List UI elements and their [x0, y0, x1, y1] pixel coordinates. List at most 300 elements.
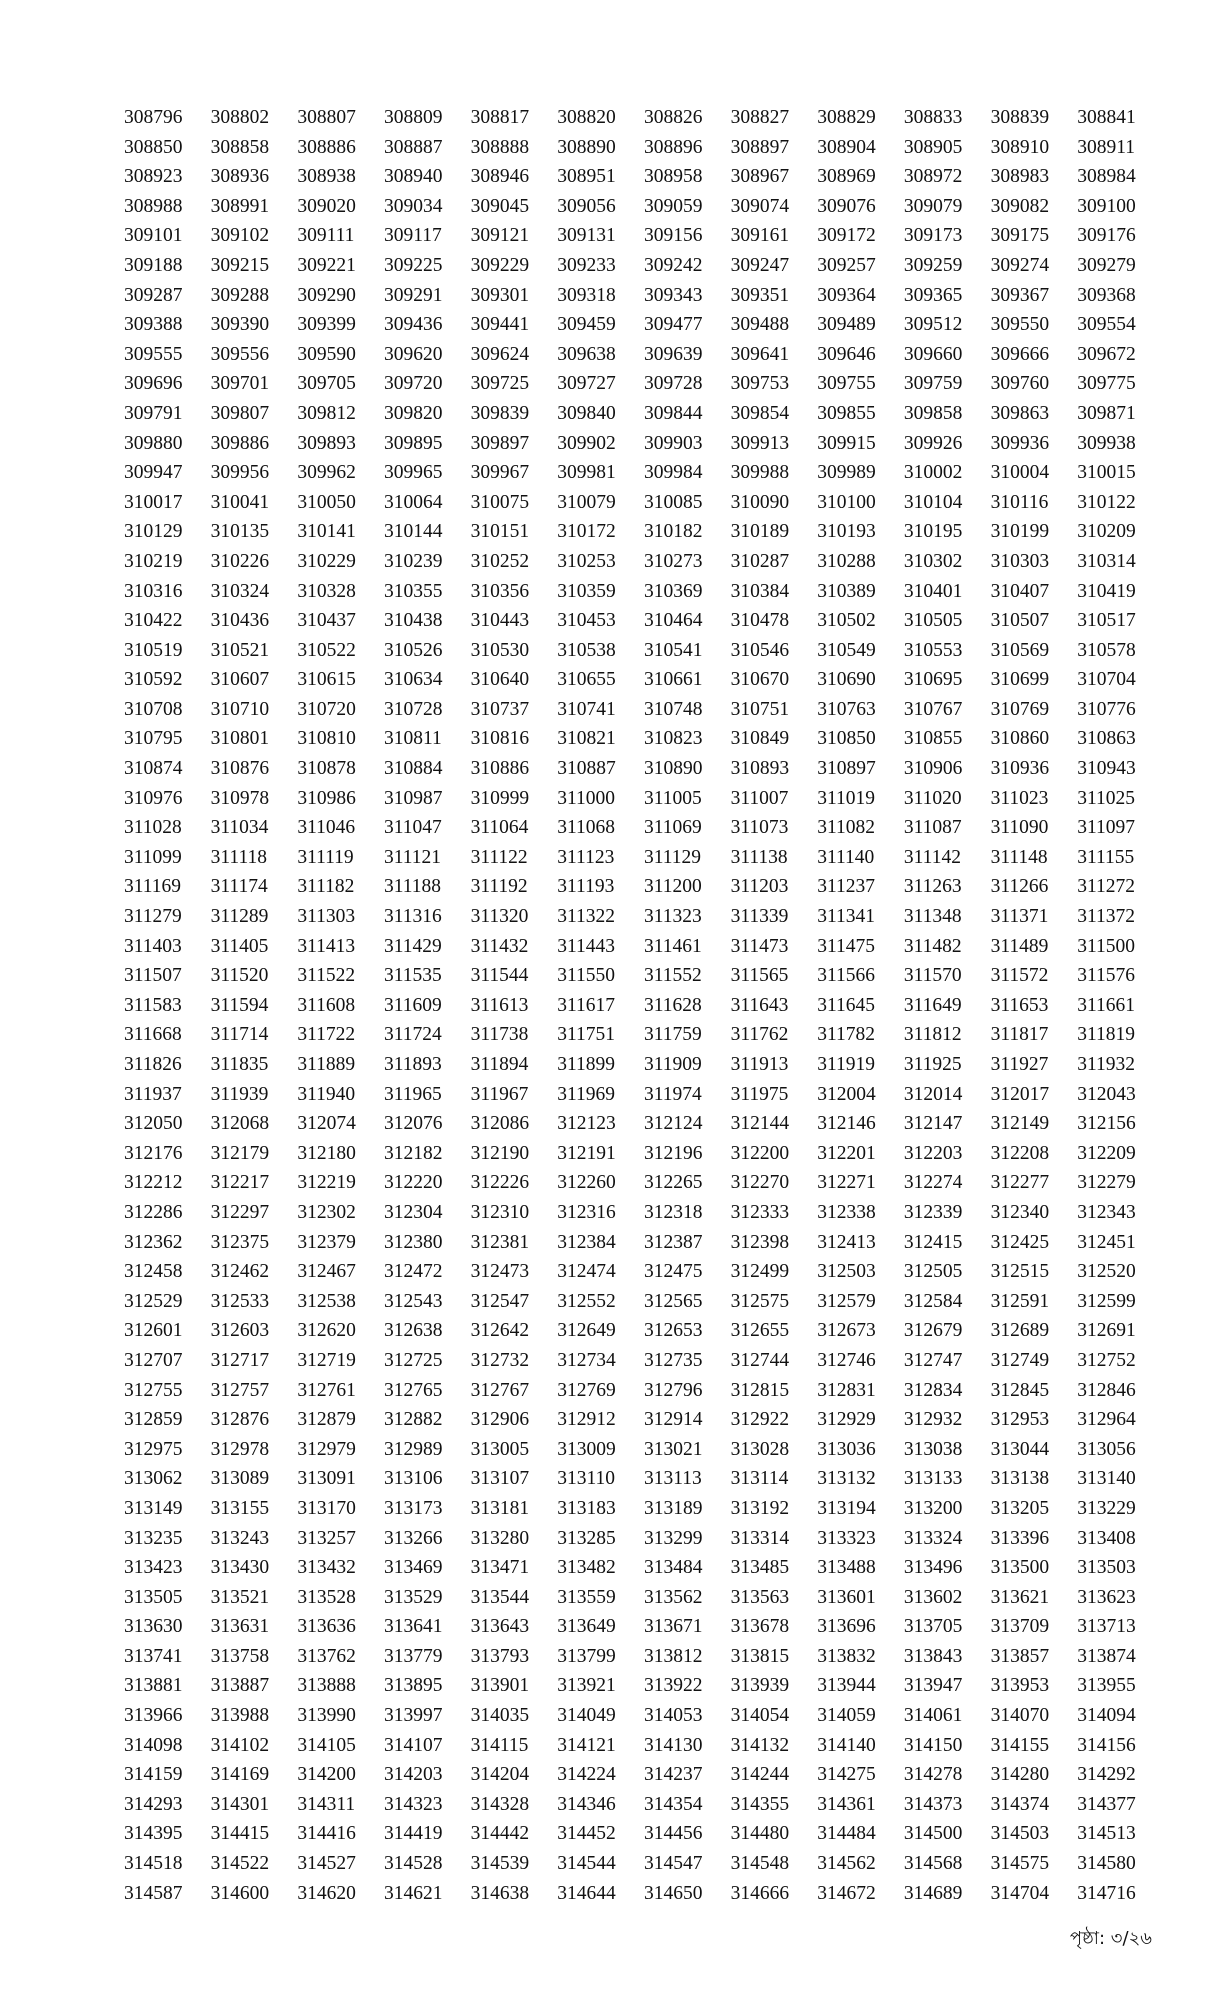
roll-number-cell: 310811: [383, 728, 442, 750]
roll-number-cell: 313200: [903, 1497, 963, 1519]
table-row: [124, 1701, 1164, 1731]
roll-number-cell: 312601: [124, 1320, 183, 1342]
roll-number-cell: 311653: [990, 994, 1049, 1016]
roll-number-cell: 313471: [470, 1557, 530, 1579]
roll-number-cell: 310303: [990, 550, 1050, 572]
table-row: [124, 1819, 1164, 1849]
table-row: [124, 1553, 1164, 1583]
roll-number-cell: 310453: [557, 610, 616, 632]
roll-number-cell: 310769: [990, 698, 1050, 720]
roll-number-cell: 311429: [383, 935, 442, 957]
roll-number-cell: 311138: [730, 846, 788, 868]
roll-number-cell: 312147: [903, 1113, 963, 1135]
roll-number-cell: 313408: [1077, 1527, 1136, 1549]
roll-number-cell: 310670: [730, 669, 790, 691]
roll-number-cell: 312338: [817, 1201, 876, 1223]
roll-number-cell: 309388: [124, 314, 183, 336]
roll-number-cell: 312451: [1077, 1231, 1136, 1253]
roll-number-cell: 309753: [730, 373, 790, 395]
roll-number-cell: 312732: [470, 1349, 530, 1371]
roll-number-cell: 310517: [1077, 610, 1136, 632]
roll-number-cell: 309390: [210, 314, 270, 336]
table-row: [124, 221, 1164, 251]
roll-number-cell: 312149: [990, 1113, 1050, 1135]
roll-number-cell: 313799: [557, 1645, 616, 1667]
roll-number-cell: 314301: [210, 1793, 270, 1815]
roll-number-cell: 309638: [557, 343, 616, 365]
roll-number-cell: 314311: [297, 1793, 356, 1815]
roll-number-cell: 313713: [1077, 1616, 1136, 1638]
roll-number-cell: 313623: [1077, 1586, 1136, 1608]
roll-number-cell: 313005: [470, 1438, 530, 1460]
roll-number-cell: 309477: [643, 314, 703, 336]
roll-number-cell: 310182: [643, 521, 703, 543]
roll-number-cell: 311552: [643, 965, 702, 987]
roll-number-cell: 309886: [210, 432, 270, 454]
roll-number-cell: 310502: [817, 610, 876, 632]
roll-number-cell: 310302: [903, 550, 963, 572]
roll-number-cell: 313091: [297, 1468, 356, 1490]
roll-number-cell: 311608: [297, 994, 356, 1016]
table-row: [124, 1583, 1164, 1613]
roll-number-cell: 312146: [817, 1113, 876, 1135]
roll-number-cell: 312642: [470, 1320, 530, 1342]
roll-number-cell: 309301: [470, 284, 530, 306]
roll-number-cell: 313299: [643, 1527, 703, 1549]
roll-number-cell: 313243: [210, 1527, 270, 1549]
roll-number-cell: 311967: [470, 1083, 529, 1105]
roll-number-cell: 314049: [557, 1705, 616, 1727]
page-number: পৃষ্ঠা: ৩/২৬: [1069, 1928, 1152, 1949]
roll-number-cell: 310356: [470, 580, 530, 602]
roll-number-cell: 312375: [210, 1231, 270, 1253]
roll-number-cell: 313843: [903, 1645, 963, 1667]
roll-number-cell: 311123: [557, 846, 615, 868]
roll-number-cell: 313036: [817, 1438, 876, 1460]
roll-number-cell: 312761: [297, 1379, 356, 1401]
roll-number-cell: 311121: [383, 846, 442, 868]
roll-number-cell: 313469: [383, 1557, 443, 1579]
roll-number-cell: 310505: [903, 610, 963, 632]
roll-number-cell: 312208: [990, 1142, 1050, 1164]
roll-number-cell: 310384: [730, 580, 790, 602]
roll-number-cell: 311565: [730, 965, 789, 987]
roll-number-cell: 311544: [470, 965, 529, 987]
roll-number-cell: 312462: [210, 1261, 270, 1283]
roll-number-cell: 311237: [817, 876, 876, 898]
roll-number-cell: 314452: [557, 1823, 616, 1845]
roll-number-cell: 309059: [643, 195, 703, 217]
roll-number-cell: 310419: [1077, 580, 1136, 602]
table-row: [124, 843, 1164, 873]
roll-number-cell: 314539: [470, 1853, 530, 1875]
roll-number-cell: 310538: [557, 639, 616, 661]
roll-number-cell: 309367: [990, 284, 1050, 306]
roll-number-cell: 310850: [817, 728, 876, 750]
roll-number-table: [124, 103, 1164, 1908]
roll-number-cell: 310634: [383, 669, 443, 691]
roll-number-cell: 311617: [557, 994, 616, 1016]
roll-number-cell: 312796: [643, 1379, 703, 1401]
roll-number-cell: 310359: [557, 580, 616, 602]
roll-number-cell: 312979: [297, 1438, 356, 1460]
roll-number-cell: 309488: [730, 314, 790, 336]
roll-number-cell: 311475: [817, 935, 876, 957]
roll-number-cell: 309812: [297, 402, 356, 424]
roll-number-cell: 312846: [1077, 1379, 1136, 1401]
roll-number-cell: 313705: [903, 1616, 963, 1638]
roll-number-cell: 308991: [210, 195, 270, 217]
table-row: [124, 1494, 1164, 1524]
roll-number-cell: 313621: [990, 1586, 1050, 1608]
roll-number-cell: 308896: [643, 136, 703, 158]
roll-number-cell: 310151: [470, 521, 530, 543]
roll-number-cell: 309902: [557, 432, 616, 454]
table-row: [124, 399, 1164, 429]
roll-number-cell: 314355: [730, 1793, 790, 1815]
roll-number-cell: 309871: [1077, 402, 1136, 424]
roll-number-cell: 312599: [1077, 1290, 1136, 1312]
roll-number-cell: 310199: [990, 521, 1050, 543]
roll-number-cell: 310436: [210, 610, 270, 632]
roll-number-cell: 314522: [210, 1853, 270, 1875]
roll-number-cell: 308826: [643, 107, 703, 128]
table-row: [124, 1790, 1164, 1820]
roll-number-cell: 312533: [210, 1290, 270, 1312]
roll-number-cell: 313944: [817, 1675, 876, 1697]
roll-number-cell: 314600: [210, 1882, 270, 1904]
roll-number-cell: 310541: [643, 639, 703, 661]
roll-number-cell: 311826: [124, 1054, 182, 1075]
roll-number-cell: 310607: [210, 669, 270, 691]
roll-number-cell: 312156: [1077, 1113, 1136, 1135]
roll-number-cell: 309229: [470, 254, 530, 276]
roll-number-cell: 313888: [297, 1675, 356, 1697]
roll-number-cell: 312050: [124, 1113, 183, 1135]
roll-number-cell: 312922: [730, 1409, 790, 1431]
roll-number-cell: 312914: [643, 1409, 703, 1431]
roll-number-cell: 312014: [903, 1083, 963, 1105]
roll-number-cell: 312074: [297, 1113, 356, 1135]
roll-number-cell: 310890: [643, 758, 703, 780]
roll-number-cell: 313113: [643, 1468, 702, 1490]
roll-number-cell: 312124: [643, 1113, 703, 1135]
roll-number-cell: 312538: [297, 1290, 356, 1312]
roll-number-cell: 309489: [817, 314, 876, 336]
roll-number-cell: 313953: [990, 1675, 1050, 1697]
table-row: [124, 1050, 1164, 1080]
roll-number-cell: 311461: [643, 935, 702, 957]
roll-number-cell: 311507: [124, 965, 182, 987]
roll-number-cell: 314292: [1077, 1764, 1136, 1786]
roll-number-cell: 312379: [297, 1231, 356, 1253]
roll-number-cell: 311714: [210, 1024, 269, 1046]
roll-number-cell: 311099: [124, 846, 182, 868]
roll-number-cell: 311020: [903, 787, 962, 809]
roll-number-cell: 313488: [817, 1557, 876, 1579]
roll-number-cell: 313815: [730, 1645, 790, 1667]
roll-number-cell: 308796: [124, 107, 183, 128]
table-row: [124, 251, 1164, 281]
roll-number-cell: 309620: [383, 343, 443, 365]
roll-number-cell: 309242: [643, 254, 703, 276]
roll-number-cell: 311188: [383, 876, 442, 898]
roll-number-table-body: [124, 103, 1164, 1908]
roll-number-cell: 310135: [210, 521, 270, 543]
roll-number-cell: 310401: [903, 580, 963, 602]
roll-number-cell: 308988: [124, 195, 183, 217]
roll-number-cell: 312673: [817, 1320, 876, 1342]
roll-number-cell: 314293: [124, 1793, 183, 1815]
table-row: [124, 162, 1164, 192]
table-row: [124, 813, 1164, 843]
table-row: [124, 872, 1164, 902]
roll-number-cell: 313021: [643, 1438, 703, 1460]
roll-number-cell: 312655: [730, 1320, 790, 1342]
roll-number-cell: 312219: [297, 1172, 356, 1194]
roll-number-cell: 314130: [643, 1734, 703, 1756]
roll-number-cell: 309727: [557, 373, 616, 395]
roll-number-cell: 314200: [297, 1764, 356, 1786]
roll-number-cell: 311628: [643, 994, 702, 1016]
roll-number-cell: 310193: [817, 521, 876, 543]
roll-number-cell: 310050: [297, 491, 356, 513]
roll-number-cell: 311812: [903, 1024, 962, 1046]
roll-number-cell: 312649: [557, 1320, 616, 1342]
roll-number-cell: 312689: [990, 1320, 1050, 1342]
roll-number-cell: 314666: [730, 1882, 790, 1904]
table-row: [124, 695, 1164, 725]
roll-number-cell: 312017: [990, 1083, 1050, 1105]
roll-number-cell: 312339: [903, 1201, 963, 1223]
roll-number-cell: 311759: [643, 1024, 702, 1046]
roll-number-cell: 310253: [557, 550, 616, 572]
roll-number-cell: 313696: [817, 1616, 876, 1638]
roll-number-cell: 309820: [383, 402, 443, 424]
roll-number-cell: 313793: [470, 1645, 530, 1667]
roll-number-cell: 311722: [297, 1024, 356, 1046]
roll-number-cell: 310522: [297, 639, 356, 661]
roll-number-cell: 310886: [470, 758, 530, 780]
roll-number-cell: 311817: [990, 1024, 1049, 1046]
roll-number-cell: 309100: [1077, 195, 1136, 217]
roll-number-cell: 310569: [990, 639, 1050, 661]
roll-number-cell: 313901: [470, 1675, 530, 1697]
roll-number-cell: 308887: [383, 136, 443, 158]
roll-number-cell: 308839: [990, 107, 1050, 128]
roll-number-cell: 313044: [990, 1438, 1050, 1460]
roll-number-cell: 312474: [557, 1261, 616, 1283]
roll-number-cell: 310324: [210, 580, 270, 602]
roll-number-cell: 312144: [730, 1113, 790, 1135]
roll-number-cell: 311913: [730, 1054, 789, 1075]
table-row: [124, 1228, 1164, 1258]
roll-number-cell: 308827: [730, 107, 790, 128]
roll-number-cell: 313181: [470, 1497, 530, 1519]
roll-number-cell: 312260: [557, 1172, 616, 1194]
roll-number-cell: 313503: [1077, 1557, 1136, 1579]
roll-number-cell: 313857: [990, 1645, 1050, 1667]
roll-number-cell: 310704: [1077, 669, 1136, 691]
table-row: [124, 1080, 1164, 1110]
roll-number-cell: 310690: [817, 669, 876, 691]
roll-number-cell: 310849: [730, 728, 790, 750]
roll-number-cell: 313257: [297, 1527, 356, 1549]
roll-number-cell: 309926: [903, 432, 963, 454]
roll-number-cell: 311432: [470, 935, 529, 957]
roll-number-cell: 312717: [210, 1349, 270, 1371]
roll-number-cell: 311782: [817, 1024, 876, 1046]
roll-number-cell: 314442: [470, 1823, 530, 1845]
roll-number-cell: 311965: [383, 1083, 442, 1105]
roll-number-cell: 314562: [817, 1853, 876, 1875]
roll-number-cell: 312543: [383, 1290, 443, 1312]
roll-number-cell: 314620: [297, 1882, 356, 1904]
roll-number-cell: 311064: [470, 817, 529, 839]
roll-number-cell: 310823: [643, 728, 703, 750]
roll-number-cell: 314094: [1077, 1705, 1136, 1727]
roll-number-cell: 311919: [817, 1054, 876, 1075]
roll-number-cell: 313149: [124, 1497, 183, 1519]
roll-number-cell: 309274: [990, 254, 1050, 276]
table-row: [124, 1612, 1164, 1642]
roll-number-cell: 311155: [1077, 846, 1135, 868]
table-row: [124, 1020, 1164, 1050]
roll-number-cell: 311566: [817, 965, 876, 987]
roll-number-cell: 311899: [557, 1054, 616, 1075]
roll-number-cell: 313955: [1077, 1675, 1136, 1697]
roll-number-cell: 312978: [210, 1438, 270, 1460]
roll-number-cell: 310389: [817, 580, 876, 602]
roll-number-cell: 312953: [990, 1409, 1050, 1431]
roll-number-cell: 311762: [730, 1024, 789, 1046]
table-row: [124, 340, 1164, 370]
roll-number-cell: 309318: [557, 284, 616, 306]
roll-number-cell: 314568: [903, 1853, 963, 1875]
roll-number-cell: 313235: [124, 1527, 183, 1549]
roll-number-cell: 313285: [557, 1527, 616, 1549]
roll-number-cell: 310943: [1077, 758, 1136, 780]
roll-number-cell: 311034: [210, 817, 269, 839]
roll-number-cell: 314035: [470, 1705, 530, 1727]
roll-number-cell: 308802: [210, 107, 270, 128]
roll-number-cell: 313921: [557, 1675, 616, 1697]
roll-number-cell: 311348: [903, 906, 962, 928]
roll-number-cell: 312749: [990, 1349, 1050, 1371]
roll-number-cell: 313887: [210, 1675, 270, 1697]
roll-number-cell: 314650: [643, 1882, 703, 1904]
roll-number-cell: 309947: [124, 462, 183, 484]
table-row: [124, 1731, 1164, 1761]
roll-number-cell: 312989: [383, 1438, 443, 1460]
table-row: [124, 1642, 1164, 1672]
roll-number-cell: 308938: [297, 166, 356, 188]
roll-number-cell: 308807: [297, 107, 356, 128]
roll-number-cell: 310438: [383, 610, 443, 632]
roll-number-cell: 310986: [297, 787, 356, 809]
roll-number-cell: 311645: [817, 994, 876, 1016]
roll-number-cell: 310116: [990, 491, 1049, 513]
roll-number-cell: 312912: [557, 1409, 616, 1431]
roll-number-cell: 309641: [730, 343, 790, 365]
roll-number-cell: 314328: [470, 1793, 530, 1815]
roll-number-cell: 311047: [383, 817, 442, 839]
roll-number-cell: 310936: [990, 758, 1050, 780]
roll-number-cell: 313106: [383, 1468, 443, 1490]
roll-number-cell: 312882: [383, 1409, 443, 1431]
roll-number-cell: 309938: [1077, 432, 1136, 454]
roll-number-cell: 311894: [470, 1054, 529, 1075]
roll-number-cell: 309555: [124, 343, 183, 365]
roll-number-cell: 313114: [730, 1468, 789, 1490]
roll-number-cell: 314644: [557, 1882, 616, 1904]
roll-number-cell: 309759: [903, 373, 963, 395]
roll-number-cell: 312746: [817, 1349, 876, 1371]
roll-number-cell: 310763: [817, 698, 876, 720]
roll-number-cell: 312201: [817, 1142, 876, 1164]
roll-number-cell: 310748: [643, 698, 703, 720]
roll-number-cell: 314527: [297, 1853, 356, 1875]
roll-number-cell: 312929: [817, 1409, 876, 1431]
roll-number-cell: 310519: [124, 639, 183, 661]
roll-number-cell: 313009: [557, 1438, 616, 1460]
roll-number-cell: 313107: [470, 1468, 530, 1490]
roll-number-cell: 313482: [557, 1557, 616, 1579]
roll-number-cell: 314275: [817, 1764, 876, 1786]
roll-number-cell: 314053: [643, 1705, 703, 1727]
table-row: [124, 577, 1164, 607]
roll-number-cell: 314098: [124, 1734, 183, 1756]
roll-number-cell: 309364: [817, 284, 876, 306]
table-row: [124, 547, 1164, 577]
roll-number-cell: 311182: [297, 876, 355, 898]
roll-number-cell: 312499: [730, 1261, 790, 1283]
roll-number-cell: 309858: [903, 402, 963, 424]
roll-number-cell: 309287: [124, 284, 183, 306]
roll-number-cell: 310464: [643, 610, 703, 632]
roll-number-cell: 311007: [730, 787, 789, 809]
roll-number-cell: 309705: [297, 373, 356, 395]
roll-number-cell: 308850: [124, 136, 183, 158]
roll-number-cell: 312271: [817, 1172, 876, 1194]
roll-number-cell: 312473: [470, 1261, 530, 1283]
table-row: [124, 133, 1164, 163]
roll-number-cell: 311322: [557, 906, 616, 928]
roll-number-cell: 309863: [990, 402, 1050, 424]
roll-number-cell: 312318: [643, 1201, 703, 1223]
roll-number-cell: 312755: [124, 1379, 183, 1401]
roll-number-cell: 310751: [730, 698, 790, 720]
roll-number-cell: 309988: [730, 462, 790, 484]
roll-number-cell: 312343: [1077, 1201, 1136, 1223]
roll-number-cell: 311473: [730, 935, 789, 957]
roll-number-cell: 313678: [730, 1616, 790, 1638]
roll-number-cell: 312734: [557, 1349, 616, 1371]
roll-number-cell: 309755: [817, 373, 876, 395]
roll-number-cell: 312203: [903, 1142, 963, 1164]
roll-number-cell: 313758: [210, 1645, 270, 1667]
roll-number-cell: 308967: [730, 166, 790, 188]
roll-number-cell: 309791: [124, 402, 183, 424]
roll-number-cell: 311142: [903, 846, 961, 868]
roll-number-cell: 312004: [817, 1083, 876, 1105]
roll-number-cell: 309965: [383, 462, 443, 484]
table-row: [124, 606, 1164, 636]
roll-number-cell: 312831: [817, 1379, 876, 1401]
roll-number-cell: 311279: [124, 906, 182, 928]
roll-number-cell: 313484: [643, 1557, 703, 1579]
roll-number-cell: 309984: [643, 462, 703, 484]
